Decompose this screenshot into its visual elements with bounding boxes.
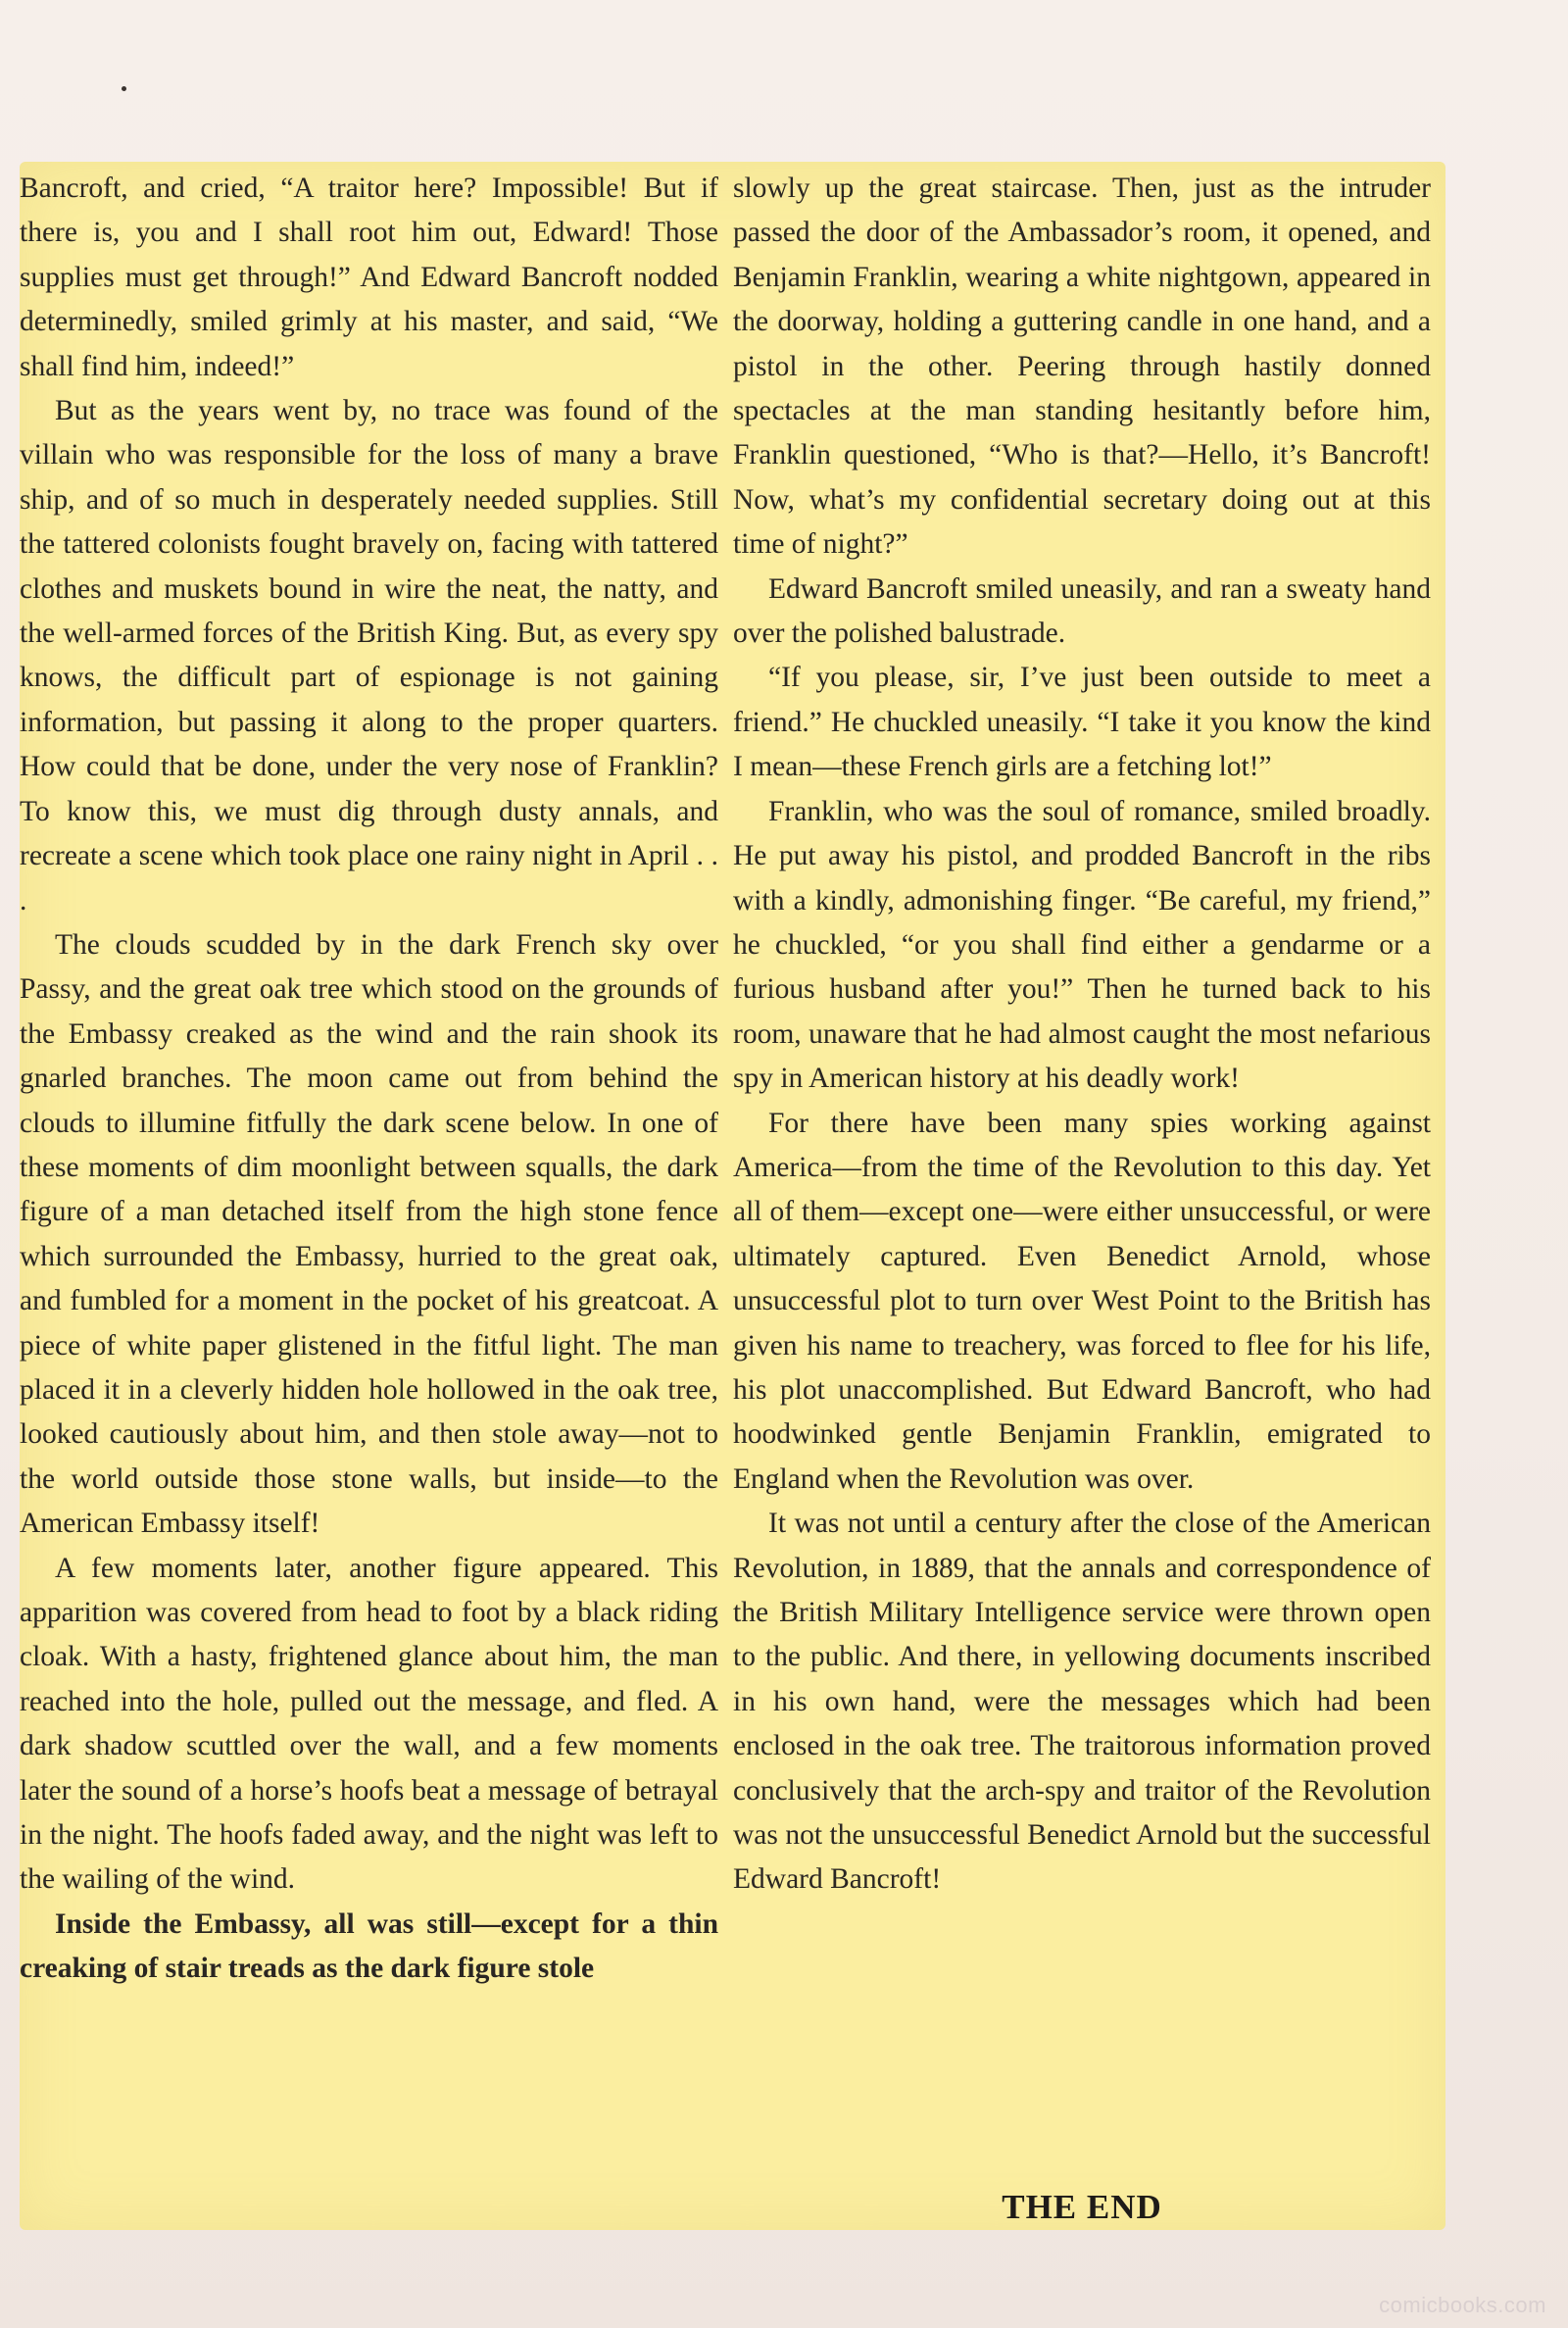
paragraph: “If you please, sir, I’ve just been outside to meet a friend.” He chuckled uneasily. “I take it you know the kind I mean—these French girls are a fetching lot!” <box>733 662 1431 783</box>
paragraph: Bancroft, and cried, “A traitor here? Impossible! But if there is, you and I shall root him out, Edward! Those supplies must get through!” And Edward Bancroft nodded determinedly, smiled grimly at his master, and said, “We shall find him, indeed!” <box>20 173 718 382</box>
paragraph: Franklin, who was the soul of romance, smiled broadly. He put away his pistol, and prodded Bancroft in the ribs with a kindly, admonishing finger. “Be careful, my friend,” he chuckled, “or you shall find either a gendarme or a furious husband after you!” Then he turned back to his room, unaware that he had almost caught the most nefarious spy in American history at his deadly work! <box>733 795 1431 1095</box>
paragraph: But as the years went by, no trace was found of the villain who was responsible for the loss of many a brave ship, and of so much in desperately needed supplies. Still the tattered colonists fought bravely on, facing with tattered clothes and muskets bound in wire the neat, the natty, and the well-armed forces of the British King. But, as every spy knows, the difficult part of espionage is not gaining information, but passing it along to the proper quarters. How could that be done, under the very nose of Franklin? To know this, we must dig through dusty annals, and recreate a scene which took place one rainy night in April . . . <box>20 395 718 916</box>
paragraph: A few moments later, another figure appeared. This apparition was covered from head to foot by a black riding cloak. With a hasty, frightened glance about him, the man reached into the hole, pulled out the message, and fled. A dark shadow scuttled over the wall, and a few moments later the sound of a horse’s hoofs beat a message of betrayal in the night. The hoofs faded away, and the night was left to the wailing of the wind. <box>20 1552 718 1896</box>
paragraph: Edward Bancroft smiled uneasily, and ran a sweaty hand over the polished balustrade. <box>733 572 1431 650</box>
paragraph: slowly up the great staircase. Then, just as the intruder passed the door of the Ambassador’s room, it opened, and Benjamin Franklin, wearing a white nightgown, appeared in the doorway, holding a guttering candle in one hand, and a pistol in the other. Peering through hastily donned spectacles at the man standing hesitantly before him, Franklin questioned, “Who is that?—Hello, it’s Bancroft! Now, what’s my confidential secretary doing out at this time of night?” <box>733 173 1431 561</box>
site-watermark: comicbooks.com <box>1379 2293 1546 2317</box>
left-text-column <box>20 167 718 1992</box>
the-end-title: THE END <box>1002 2188 1162 2226</box>
paragraph: Inside the Embassy, all was still—except for a thin creaking of stair treads as the dark figure stole <box>20 1907 718 1985</box>
paragraph: For there have been many spies working against America—from the time of the Revolution to this day. Yet all of them—except one—were either unsuccessful, or were ultimately captured. Even Benedict Arnold, whose unsuccessful plot to turn over West Point to the British has given his name to treachery, was forced to flee for his life, his plot unaccomplished. But Edward Bancroft, who had hoodwinked gentle Benjamin Franklin, emigrated to England when the Revolution was over. <box>733 1107 1431 1495</box>
paragraph: It was not until a century after the close of the American Revolution, in 1889, that the annals and correspondence of the British Military Intelligence service were thrown open to the public. And there, in yellowing documents inscribed in his own hand, were the messages which had been enclosed in the oak tree. The traitorous information proved conclusively that the arch-spy and traitor of the Revolution was not the unsuccessful Benedict Arnold but the successful Edward Bancroft! <box>733 1508 1431 1896</box>
ink-speck <box>122 86 126 91</box>
right-text-column <box>733 167 1431 1903</box>
paragraph: The clouds scudded by in the dark French sky over Passy, and the great oak tree which stood on the grounds of the Embassy creaked as the wind and the rain shook its gnarled branches. The moon came out from behind the clouds to illumine fitfully the dark scene below. In one of these moments of dim moonlight between squalls, the dark figure of a man detached itself from the high stone fence which surrounded the Embassy, hurried to the great oak, and fumbled for a moment in the pocket of his greatcoat. A piece of white paper glistened in the fitful light. The man placed it in a cleverly hidden hole hollowed in the oak tree, looked cautiously about him, and then stole away—not to the world outside those stone walls, but inside—to the American Embassy itself! <box>20 928 718 1540</box>
